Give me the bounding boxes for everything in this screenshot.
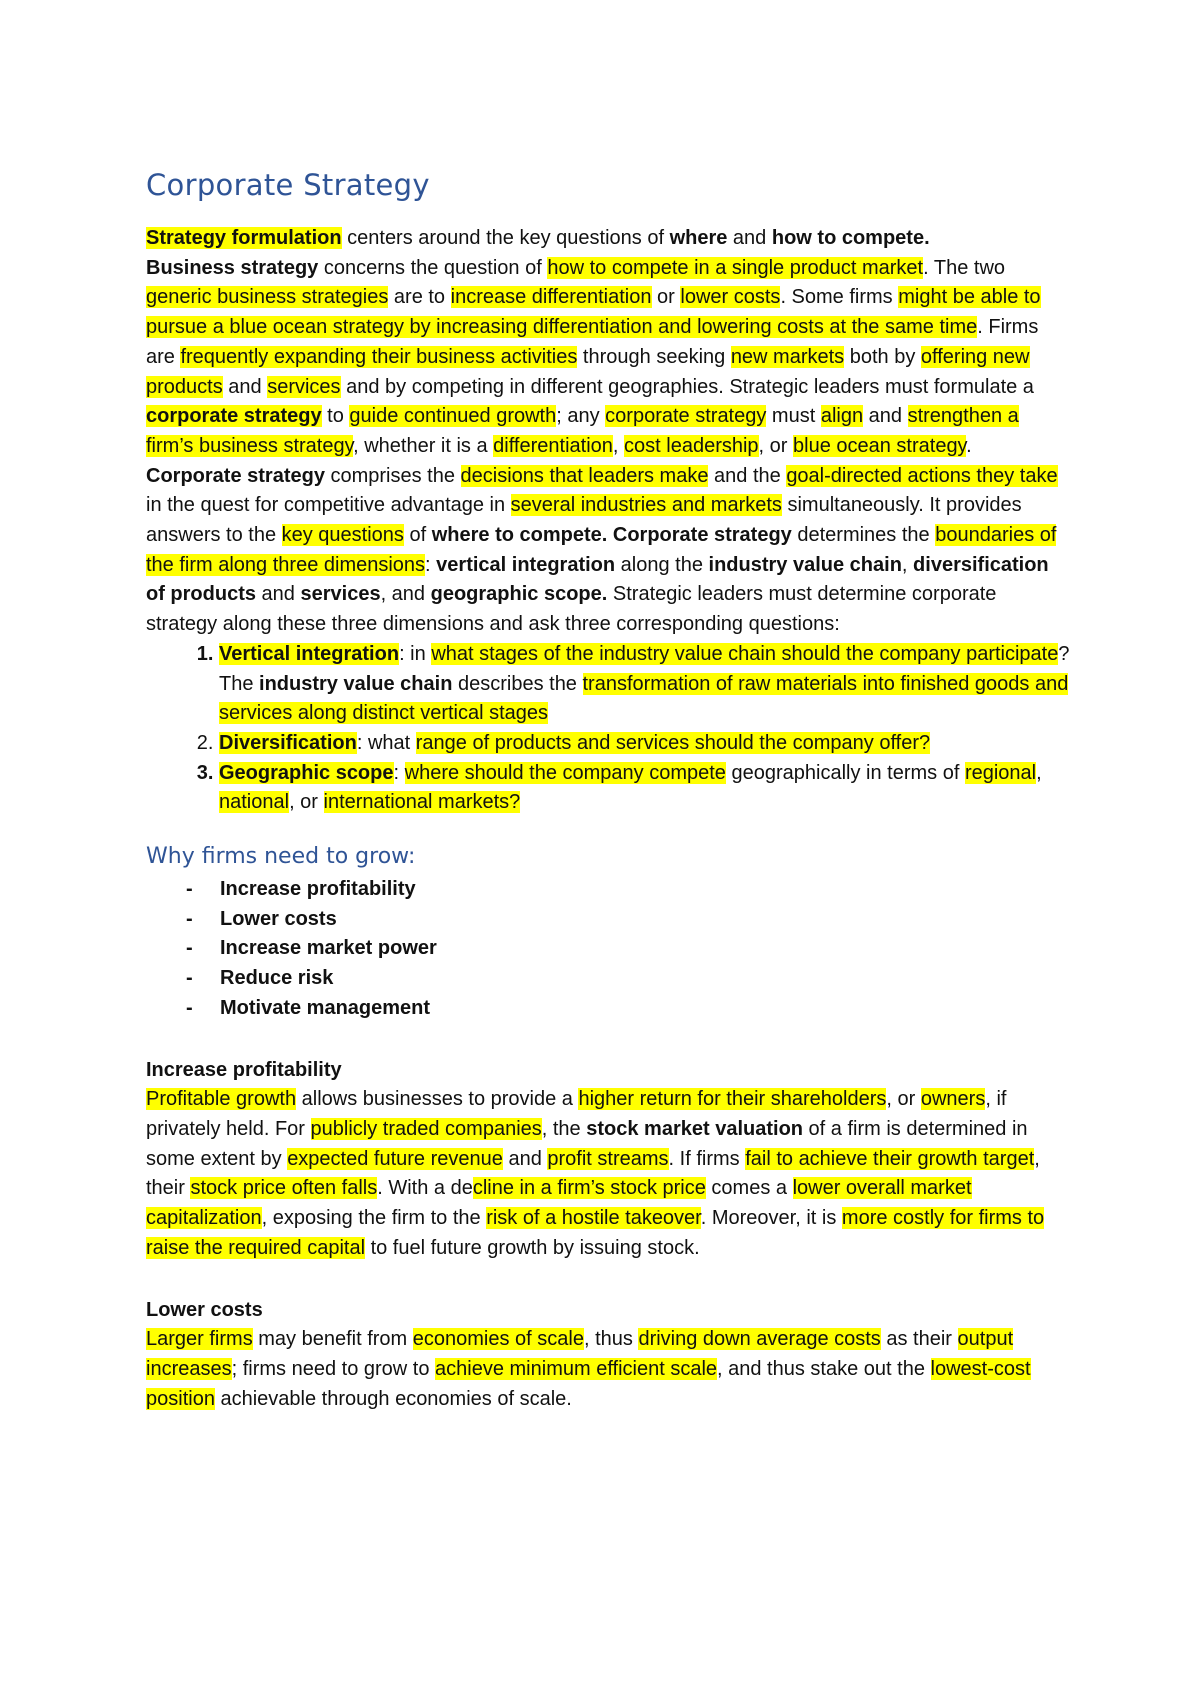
body-text: as their (880, 1328, 958, 1351)
bold-text: Corporate strategy (146, 464, 325, 487)
body-text: comes a (705, 1177, 793, 1200)
highlight-text: risk of a hostile takeover (486, 1207, 701, 1230)
body-text: must (766, 405, 821, 428)
bold-text: stock market valuation (586, 1117, 803, 1140)
bold-text: where to compete. Corporate strategy (431, 524, 792, 547)
body-text: : in (399, 642, 432, 665)
highlight-text: corporate strategy (146, 405, 322, 428)
highlight-text: how to compete in a single product market (547, 256, 924, 279)
body-text: Strategic leaders must determine corporate strategy along these three dimensions and ask three corresponding questions: (146, 583, 997, 636)
highlight-text: Diversification (219, 731, 357, 754)
body-text: to fuel future growth by issuing stock. (365, 1236, 700, 1259)
highlight-text: goal-directed actions they take (786, 464, 1058, 487)
highlight-text: output increases (146, 1328, 1014, 1380)
highlight-text: strengthen a firm’s business strategy (146, 405, 1019, 457)
body-text: , thus (583, 1328, 639, 1351)
highlight-text: what stages of the industry value chain should the company participate (431, 642, 1059, 665)
paragraph-corporate-strategy (146, 462, 1071, 640)
body-text: . The two (923, 256, 1006, 279)
bold-text: Business strategy (146, 256, 319, 279)
body-text: describes the (452, 672, 583, 695)
body-text: geographically in terms of (725, 761, 965, 784)
list-item: - Increase market power (186, 934, 1071, 964)
highlight-text: achieve minimum efficient scale (435, 1357, 718, 1380)
highlight-text: offering new products (146, 345, 1030, 398)
body-text: , if privately held. For (146, 1088, 1007, 1140)
highlight-text: regional (964, 761, 1037, 784)
highlight-text: higher return for their shareholders (578, 1088, 887, 1111)
list-item: - Reduce risk (186, 964, 1071, 994)
paragraph-strategy-formulation (146, 224, 1071, 462)
body-text: , or (886, 1088, 921, 1111)
bold-text: industry value chain (708, 553, 902, 576)
highlight-text: Strategy formulation (146, 227, 342, 249)
highlight-text: profit streams (547, 1147, 669, 1170)
body-text: . With a de (377, 1177, 473, 1200)
highlight-text: cline in a firm’s stock price (472, 1177, 706, 1200)
body-text: of (403, 524, 432, 547)
highlight-text: Larger firms (146, 1328, 253, 1351)
body-text: both by (844, 345, 921, 368)
body-text: determines the (791, 524, 936, 547)
reasons-list (146, 875, 1071, 1024)
page-title: Corporate Strategy (146, 168, 430, 202)
body-text: and by competing in different geographies. Strategic leaders must formulate a (340, 375, 1034, 398)
body-text: : (425, 553, 437, 576)
highlight-text: differentiation (493, 434, 613, 457)
body-text: and (863, 405, 908, 428)
highlight-text: economies of scale (412, 1328, 584, 1351)
highlight-text: where should the company compete (404, 761, 726, 784)
body-text: : (393, 761, 405, 784)
body-text: concerns the question of (318, 256, 548, 279)
highlight-text: lower costs (680, 286, 781, 309)
body-text: along the (615, 553, 709, 576)
list-item-diversification (219, 729, 1071, 759)
highlight-text: new markets (730, 345, 845, 368)
highlight-text: lower overall market capitalization (146, 1177, 972, 1230)
bold-text: geographic scope. (430, 583, 608, 606)
body-text: and (256, 583, 301, 606)
body-text: , (901, 553, 914, 576)
body-text: of a firm is determined in some extent by (146, 1117, 1028, 1170)
highlight-text: owners (920, 1088, 986, 1111)
body-text: , and (380, 583, 431, 606)
body-text: to (321, 405, 350, 428)
body-text: . (966, 434, 972, 457)
highlight-text: publicly traded companies (310, 1117, 542, 1140)
highlight-text: boundaries of the firm along three dimensions (146, 524, 1057, 576)
highlight-text: generic business strategies (146, 286, 389, 309)
subheading-increase-profitability: Increase profitability (146, 1058, 342, 1081)
highlight-text: stock price often falls (190, 1177, 378, 1200)
highlight-text: might be able to pursue a blue ocean strategy by increasing differentiation and lowering costs at the same time (146, 286, 1041, 339)
highlight-text: services (267, 375, 341, 398)
list-item: - Increase profitability (186, 875, 1071, 905)
highlight-text: international markets? (323, 791, 521, 814)
highlight-text: increase differentiation (450, 286, 652, 309)
highlight-text: range of products and services should the company offer? (415, 731, 931, 754)
body-text: achievable through economies of scale. (214, 1387, 572, 1410)
highlight-text: Vertical integration (219, 642, 400, 665)
bold-text: diversification of products (146, 553, 1049, 606)
body-text: , or (289, 791, 324, 814)
bold-text: services (300, 583, 381, 606)
body-text: or (651, 286, 681, 309)
body-text: , and thus stake out the (717, 1357, 931, 1380)
body-text: and (727, 227, 772, 249)
body-text: . Moreover, it is (700, 1207, 842, 1230)
dimensions-list (146, 640, 1071, 818)
body-text: through seeking (577, 345, 731, 368)
highlight-text: decisions that leaders make (460, 464, 709, 487)
highlight-text: more costly for firms to raise the required capital (146, 1207, 1045, 1259)
highlight-text: expected future revenue (287, 1147, 503, 1170)
highlight-text: cost leadership (624, 434, 759, 457)
highlight-text: corporate strategy (605, 405, 767, 428)
body-text: . Some firms (780, 286, 899, 309)
body-text: , exposing the firm to the (261, 1207, 487, 1230)
body-text: , or (758, 434, 793, 457)
bold-text: industry value chain (259, 672, 453, 695)
highlight-text: fail to achieve their growth target (745, 1147, 1035, 1170)
list-item-geographic-scope (219, 759, 1071, 818)
body-text: , (1036, 761, 1042, 784)
body-text: ; any (556, 405, 606, 428)
paragraph-lower-costs (146, 1325, 1071, 1414)
body-text: simultaneously. It provides answers to the (146, 494, 1022, 547)
body-text: ? The (219, 642, 1070, 695)
highlight-text: Profitable growth (146, 1088, 297, 1111)
body-text: ; firms need to grow to (231, 1357, 436, 1380)
bold-text: vertical integration (436, 553, 616, 576)
list-item: - Lower costs (186, 905, 1071, 935)
list-item: - Motivate management (186, 994, 1071, 1024)
document-body (146, 168, 1071, 1414)
body-text: , whether it is a (353, 434, 494, 457)
body-text: . Firms are (146, 316, 1039, 368)
list-item-vertical-integration (219, 640, 1071, 729)
highlight-text: lowest-cost position (146, 1357, 1031, 1410)
body-text: in the quest for competitive advantage in (146, 494, 511, 517)
paragraph-increase-profitability (146, 1085, 1071, 1263)
body-text: , their (146, 1147, 1040, 1200)
section-heading-why-grow: Why firms need to grow: (146, 844, 416, 870)
highlight-text: frequently expanding their business activities (180, 345, 578, 368)
highlight-text: blue ocean strategy (793, 434, 967, 457)
bold-text: where (669, 227, 728, 249)
body-text: , (612, 434, 625, 457)
highlight-text: national (219, 791, 290, 814)
body-text: allows businesses to provide a (296, 1088, 579, 1111)
body-text: comprises the (324, 464, 461, 487)
body-text: centers around the key questions of (341, 227, 670, 249)
highlight-text: Geographic scope (219, 761, 394, 784)
highlight-text: driving down average costs (638, 1328, 881, 1351)
body-text: , the (541, 1117, 587, 1140)
body-text: are to (388, 286, 451, 309)
body-text: . If firms (668, 1147, 746, 1170)
highlight-text: align (820, 405, 864, 428)
highlight-text: key questions (281, 524, 404, 547)
body-text: and the (708, 464, 787, 487)
body-text: : what (356, 731, 416, 754)
body-text: may benefit from (252, 1328, 413, 1351)
body-text: and (502, 1147, 548, 1170)
bold-text: how to compete. (771, 227, 930, 249)
highlight-text: guide continued growth (349, 405, 557, 428)
highlight-text: transformation of raw materials into finished goods and services along distinct vertical stages (219, 672, 1069, 725)
highlight-text: several industries and markets (510, 494, 782, 517)
body-text: and (222, 375, 268, 398)
subheading-lower-costs: Lower costs (146, 1298, 263, 1321)
